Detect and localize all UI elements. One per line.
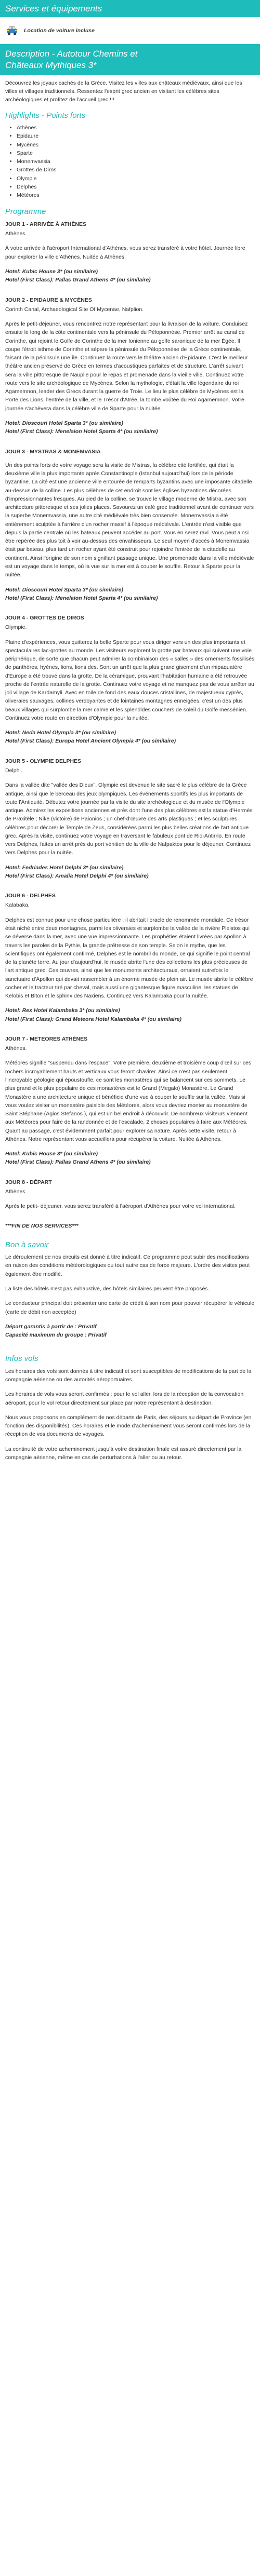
highlights-title: Highlights - Points forts (5, 111, 86, 120)
hotel-first-class: Hotel (First Class): Menelaion Hotel Sparta 4* (ou similaire) (5, 595, 158, 601)
hotel-standard: Hotel: Kubic House 3* (ou similaire) (5, 1151, 98, 1157)
day-title: JOUR 8 - DÉPART (5, 1179, 52, 1185)
day-paragraph: Dans la vallée dite "vallée des Dieux", Olympie est devenue le site sacré le plus célèbre de la Grèce antique, ainsi que le berceau des jeux olympiques. Les événements sportifs les plus importants de toute l'Antiquité. Débutez votre journée par la visite du site archéologique et du musée de l'Olympie antique. Admirez les expositions anciennes et près dont l'une des plus célèbres est la statue d'Hermès de Praxitèle ; Nike (victoire) de Paionios ; un chef-d'œuvre des arts plastiques ; et les sculptures célèbres pour décorer le Temple de Zeus, considérées parmi les plus belles créations de l'art antique grec. Après la visite, continuez votre voyage en traversant le fabuleux pont de Rio-Antirrio. En route vers Delphes, faites un arrêt près du port vénitien de la ville de Nafpaktos pour le déjeuner. Continuez vers Delphes pour la nuitée. (5, 782, 253, 856)
description-body (0, 75, 260, 1462)
day-paragraph: Un des points forts de votre voyage sera la visite de Mistras, la célèbre cité fortifiée, qui était la deuxième ville la plus importante après Constantinople (Istanbul aujourd'hui) lors de la période byzantine. La cité est une ancienne ville entourée de remparts byzantins avec une imposante citadelle au-dessus de la colline. Les plus célèbres de cet endroit sont les églises byzantines décorées d'impressionnantes fresques. Au pied de la colline, se trouve le village moderne de Mistra, avec son architecture pittoresque et ses jolies places. Savourez un café grec traditionnel avant de continuer vers la superbe Monemvassia, une autre cité médiévale très bien conservée. Monemvassia a été entièrement sculptée à l'arrière d'un rocher massif à l'époque médiévale. L'entrée n'est visible que depuis la partie centrale où les bateaux peuvent accéder au port. Vous en serez ravi. Vous peut ainsi être repérée des plus toit à voir au-dessus des envahisseurs. Le seul moyen d'accès à Monemvassia était par bateau, plus tard un rocher ayant été construit pour rejoindre l'entrée de la citadelle au continent. Ainsi l'origine de son nom signifiant passage unique. Une promenade dans la ville médiévale est un voyage dans le temps, où la vue sur la mer est à couper le souffle. Retour à Sparte pour la nuitée. (5, 462, 254, 578)
hotel-list (5, 267, 255, 285)
group-capacity: Capacité maximum du groupe : Privatif (5, 1332, 107, 1339)
day-place: Athènes. (5, 1045, 27, 1052)
day-block (5, 1035, 255, 1167)
day-paragraph: Après le petit- déjeuner, vous serez transféré à l'aéroport d'Athènes pour votre vol international. (5, 1203, 236, 1210)
flight-info-title: Infos vols (5, 1354, 38, 1364)
hotel-list (5, 586, 255, 603)
day-place: Kalabaka. (5, 902, 30, 909)
day-title: JOUR 3 - MYSTRAS & MONEMVASIA (5, 448, 101, 455)
highlight-item: • Monemvassia (17, 157, 255, 166)
day-place: Olympie. (5, 624, 27, 631)
hotel-first-class: Hotel (First Class): Grand Meteora Hotel Kalambaka 4* (ou similaire) (5, 1016, 182, 1022)
hotel-standard: Hotel: Kubic House 3* (ou similaire) (5, 268, 98, 275)
highlight-item: • Athènes (17, 124, 255, 132)
day-block (5, 614, 255, 746)
day-block (5, 892, 255, 1023)
services-header: Services et équipements (0, 0, 260, 17)
hotel-first-class: Hotel (First Class): Amalia Hotel Delphi 4* (ou similaire) (5, 872, 149, 879)
good-to-know-paragraph: Le conducteur principal doit présenter une carte de crédit à son nom pour pouvoir récupérer le véhicule (carte de débit non acceptée) (5, 1300, 255, 1315)
highlight-item: • Météores (17, 191, 255, 199)
highlight-item: • Epidaure (17, 132, 255, 140)
day-title: JOUR 5 - OLYMPIE DELPHES (5, 758, 82, 764)
amenity-row (0, 17, 260, 44)
highlight-item: • Delphes (17, 183, 255, 191)
day-paragraph: À votre arrivée à l'aéroport International d'Athènes, vous serez transféré à votre hôtel. Journée libre pour explorer la ville d'Athènes. Nuitée à Athènes. (5, 245, 245, 260)
good-to-know-paragraph: Le déroulement de nos circuits est donné à titre indicatif. Ce programme peut subir des modifications en raison des conditions météorologiques ou tout autre cas de force majeure. L'ordre des visites peut également être modifié. (5, 1254, 250, 1277)
day-block (5, 757, 255, 880)
day-title: JOUR 2 - EPIDAURE & MYCÈNES (5, 296, 92, 303)
hotel-list (5, 864, 255, 881)
day-title: JOUR 4 - GROTTES DE DIROS (5, 615, 84, 622)
description-header (0, 44, 260, 75)
end-of-services-note: ***FIN DE NOS SERVICES*** (5, 1223, 79, 1230)
day-place: Athènes. (5, 231, 27, 237)
day-block (5, 448, 255, 603)
hotel-first-class: Hotel (First Class): Pallas Grand Athens 4* (ou similaire) (5, 1159, 151, 1166)
good-to-know-paragraph: La liste des hôtels n'est pas exhaustive, des hôtels similaires peuvent être proposés. (5, 1286, 210, 1292)
hotel-list (5, 419, 255, 436)
day-paragraph: Après le petit-déjeuner, vous rencontrez notre représentant pour la livraison de la voiture. Conduisez ensuite le long de la côte continentale vers la péninsule du Péloponnèse. Premier arrêt au canal de Corinthe, qui rejoint le Golfe de Corinthe de la mer Ionienne au golfe saronique de la mer Égée. Il coupe l'étroit isthme de Corinthe et sépare la péninsule du Péloponnèse de la Grèce continentale, faisant de la péninsule une île. Continuez la route vers le théâtre ancien d'Epidaure. C'est le meilleur théâtre ancien préservé de Grèce en termes d'acoustiques parfaites et de structure. L'arrêt suivant sera la ville pittoresque de Nauplie pour le repas et promenade dans la vieille ville. Continuez votre route vers le site archéologique de Mycènes. Selon la mythologie, c'était la ville légendaire du roi Agamemnon, leader des Grecs durant la guerre de Troie. Le lieu le plus célèbre de Mycènes est la Porte des Lions, l'entrée de la ville, et le Trésor d'Atrée, la tombe voûtée du Roi Agamemnon. Votre journée s'achèvera dans la célèbre ville de Sparte pour la nuitée. (5, 321, 248, 412)
hotel-list (5, 729, 255, 746)
highlight-item: • Olympie (17, 174, 255, 183)
hotel-standard: Hotel: Rex Hotel Kalambaka 3* (ou similaire) (5, 1007, 120, 1014)
programme-title: Programme (5, 207, 46, 217)
hotel-first-class: Hotel (First Class): Pallas Grand Athens 4* (ou similaire) (5, 277, 151, 284)
flight-info-paragraph: La continuité de votre acheminement jusqu'à votre destination finale est assuré directement par la compagnie aérienne, même en cas de perturbations à l'aller ou au retour. (5, 1446, 242, 1461)
day-block (5, 220, 255, 285)
highlight-item: • Mycènes (17, 141, 255, 149)
day-title: JOUR 1 - ARRIVÉE À ATHÈNES (5, 221, 86, 227)
hotel-list (5, 1150, 255, 1167)
good-to-know-title: Bon à savoir (5, 1240, 49, 1249)
hotel-standard: Hotel: Dioscouri Hotel Sparta 3* (ou similaire) (5, 420, 123, 426)
day-paragraph: Plaine d'expériences, vous quitterez la belle Sparte pour vous diriger vers un des plus importants et spectaculaires lac-grottes au monde. Les visiteurs explorent la grotte par bateaux qui suivent une voie périphérique, de sorte que chacun peut admirer la combinaison des « salles » des ornements fossilisés de panthères, hyènes, lions, lions des. Sont un arrêt que la plus grand gisement d'un rhipaquatère d'Europe a été trouvé dans la grotte. De la céramique, prouvant l'habitation humaine a été retrouvée proche de l'entrée naturelle de la grotte. Continuez votre voyage et ne manquez pas de vous arrêter au joli village de Kardamyli. Avec en toile de fond des eaux douces cristallines, de majestueux cyprès, oliveraies sauvages, collines verdoyantes et de lointaines montagnes enneigées, c'est un des plus beaux villages qui surplombe la mer calme et les splendides couchers de soleil du Golfe messénien. Continuez votre route en direction d'Olympie pour la nuitée. (5, 639, 255, 721)
day-title: JOUR 6 - DELPHES (5, 893, 56, 899)
highlight-item: • Grottes de Diros (17, 166, 255, 174)
hotel-first-class: Hotel (First Class): Europa Hotel Ancient Olympia 4* (ou similaire) (5, 738, 176, 745)
amenity-label: Location de voiture incluse (24, 28, 95, 34)
car-icon (5, 24, 19, 37)
day-block (5, 1178, 255, 1211)
day-place: Delphi. (5, 767, 22, 774)
day-place: Corinth Canal, Archaeological Site Of Mycenae, Nafplion. (5, 306, 144, 313)
hotel-list (5, 1006, 255, 1023)
highlight-item: • Sparte (17, 149, 255, 157)
day-block (5, 296, 255, 436)
flight-info-paragraph: Les horaires de vols vous seront confirmés : pour le vol aller, lors de la réception de la convocation aéroport, pour le vol retour directement sur place par notre représentant à destination. (5, 1391, 244, 1406)
flight-info-paragraph: Les horaires des vols sont donnés à titre indicatif et sont susceptibles de modifications de la part de la compagnie aérienne ou des autorités aéroportuaires. (5, 1368, 252, 1383)
hotel-standard: Hotel: Neda Hotel Olympia 3* (ou similaire) (5, 730, 116, 736)
description-title-line1: Description - Autotour Chemins et (5, 49, 138, 59)
guaranteed-departures: Départ garantis à partir de : Privatif (5, 1323, 97, 1330)
day-place: Athènes. (5, 1188, 27, 1195)
hotel-standard: Hotel: Fedriades Hotel Delphi 3* (ou similaire) (5, 864, 124, 871)
highlights-list (5, 124, 255, 199)
description-title-line2: Châteaux Mythiques 3* (5, 60, 97, 70)
day-title: JOUR 7 - METEORES ATHÈNES (5, 1035, 88, 1042)
day-paragraph: Delphes est connue pour une chose particulière : il abritait l'oracle de renommée mondiale. Ce trésor était niché entre deux montagnes, parmi les oliveraies et surplombe la vallée de la rivière Pleistos qui se déverse dans la mer, avec une vue impressionnante. Les prophéties étaient livrées par Apollon à travers les paroles de la Pythie, la grande prêtresse de son temple. Selon le mythe, que les scientifiques ont également confirmé, Delphes est le nombril du monde, ce qui signifie le point central de la planète terre. Au jour d'aujourd'hui, le musée abrite l'une des collections les plus précieuses de l'art antique grec. Ces œuvres, ainsi que les monuments architecturaux, ornaient autrefois le sanctuaire d'Apollon qui devait rassembler à un énorme musée de plein air. Le musée abrite le célèbre cocher et le tracteur tiré par cheval, mais aussi une gigantesque figure masculine, les statues de Kelobis et Biton et le sphinx des Naxiens. Continuez vers Kalambaka pour la nuitée. (5, 916, 253, 1000)
day-paragraph: Météores signifie "suspendu dans l'espace". Votre première, deuxième et troisième coup d'œil sur ces rochers incroyablement hauts et verticaux vous feront chavirer. Ainsi ce n'est pas seulement l'incroyable géologie qui époustoufle, ce sont les monastères qui se balancent sur ces sommets. Le plus grand et le plus populaire de ces monastères est le Grand (Megalo) Monastère. Le Grand Monastère a une architecture unique et bénéficie d'une vue à couper le souffle sur la vallée. Mais si vous voulez visiter un monastère paisible des Météores, alors vous devriez monter au monastère de Saint Stéphane (Agios Stefanos ), qui est un bel endroit à découvrir. De nombreux visiteurs viennent aux Météores pour faire de la randonnée et de l'escalade, 2 choses populaires à faire aux Météores. Quant au passage, c'est évidemment parfait pour explorer sa nature. Après cette visite, retour à Athènes. Notre représentant vous accueillera pour récupérer la voiture. Nuitée à Athènes. (5, 1060, 252, 1142)
flight-info-paragraph: Nous vous proposons en complément de nos départs de Paris, des séjours au départ de Province (en fonction des disponibilités). Ces horaires et le mode d'acheminement vous seront confirmés lors de la réception de vos documents de voyages. (5, 1414, 252, 1438)
hotel-standard: Hotel: Dioscouri Hotel Sparta 3* (ou similaire) (5, 586, 123, 593)
description-paragraph: Découvrez les joyaux cachés de la Grèce. Visitez les villes aux châteaux médiévaux, ainsi que les villes et villages traditionnels. Ressentez l'esprit grec ancien en visitant les célèbres sites archéologiques et profitez de l'accueil grec !!! (5, 79, 242, 103)
hotel-first-class: Hotel (First Class): Menelaion Hotel Sparta 4* (ou similaire) (5, 428, 158, 435)
